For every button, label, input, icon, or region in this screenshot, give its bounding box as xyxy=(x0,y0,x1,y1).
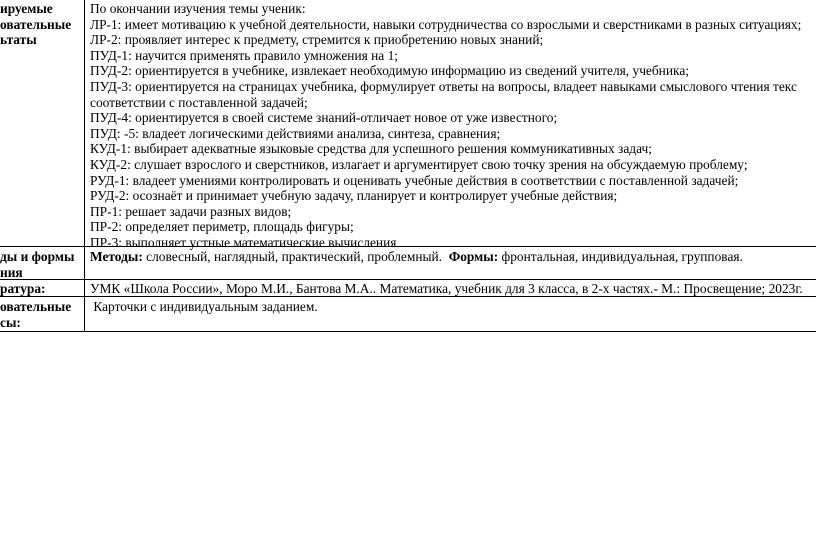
result-line: ПУД-4: ориентируется в своей системе знаний-отличает новое от уже известного; xyxy=(90,110,558,126)
result-line: ПР-3: выполняет устные математические вычисления xyxy=(90,234,397,250)
result-line: РУД-2: осознаёт и принимает учебную задачу, планирует и контролирует учебные действия; xyxy=(90,188,618,204)
result-line: ЛР-1: имеет мотивацию к учебной деятельности, навыки сотрудничества со взрослыми и сверстниками в разных ситуациях; xyxy=(90,16,802,32)
row-label-resources xyxy=(0,299,71,330)
label-line: ния xyxy=(0,264,23,280)
methods-label: Методы: xyxy=(90,249,143,264)
forms-label: Формы: xyxy=(448,249,499,264)
result-line: КУД-2: слушает взрослого и сверстников, излагает и аргументирует свою точку зрения на обсуждаемую проблему; xyxy=(90,156,748,172)
row-divider xyxy=(0,279,816,280)
label-line: ируемые xyxy=(0,1,53,16)
result-line: КУД-1: выбирает адекватные языковые средства для успешного решения коммуникативных задач; xyxy=(90,141,652,157)
result-line: ПУД-3: ориентируется на страницах учебника, формулирует ответы на вопросы, владеет навыками смыслового чтения текс xyxy=(90,78,797,94)
label-line: овательные xyxy=(0,299,72,314)
row-label-results xyxy=(0,1,71,48)
result-line: ПУД: -5: владеет логическими действиями анализа, синтеза, сравнения; xyxy=(90,125,501,141)
column-divider xyxy=(84,0,85,331)
label-line: ды и формы xyxy=(0,249,75,264)
result-line: ПР-2: определяет периметр, площадь фигуры; xyxy=(90,219,354,235)
resources-text: Карточки с индивидуальным заданием. xyxy=(90,299,318,314)
row-divider xyxy=(0,331,816,332)
result-line: ПУД-2: ориентируется в учебнике, извлекает необходимую информацию из сведений учителя, учебника; xyxy=(90,63,689,79)
methods-value: словесный, наглядный, практический, проблемный. xyxy=(142,249,449,264)
label-line: ьтаты xyxy=(0,32,37,48)
label-line: ратура: xyxy=(0,281,46,296)
label-line: сы: xyxy=(0,314,21,330)
results-text xyxy=(90,1,801,251)
label-line: овательные xyxy=(0,16,72,32)
result-line: По окончании изучения темы ученик: xyxy=(90,1,306,16)
forms-value: фронтальная, индивидуальная, групповая. xyxy=(498,249,743,264)
result-line: ЛР-2: проявляет интерес к предмету, стремится к приобретению новых знаний; xyxy=(90,32,544,48)
row-label-literature xyxy=(0,281,46,297)
result-line: РУД-1: владеет умениями контролировать и оценивать учебные действия в соответствии с поставленной задачей; xyxy=(90,172,739,188)
literature-text: УМК «Школа России», Моро М.И., Бантова М.А.. Математика, учебник для 3 класса, в 2-х частях.- М.: Просвещение; 2023г. xyxy=(90,281,803,296)
result-line: ПУД-1: научится применять правило умножения на 1; xyxy=(90,47,398,63)
methods-text xyxy=(90,249,743,265)
result-line: соответствии с поставленной задачей; xyxy=(90,94,308,110)
result-line: ПР-1: решает задачи разных видов; xyxy=(90,203,292,219)
row-label-methods xyxy=(0,249,74,280)
